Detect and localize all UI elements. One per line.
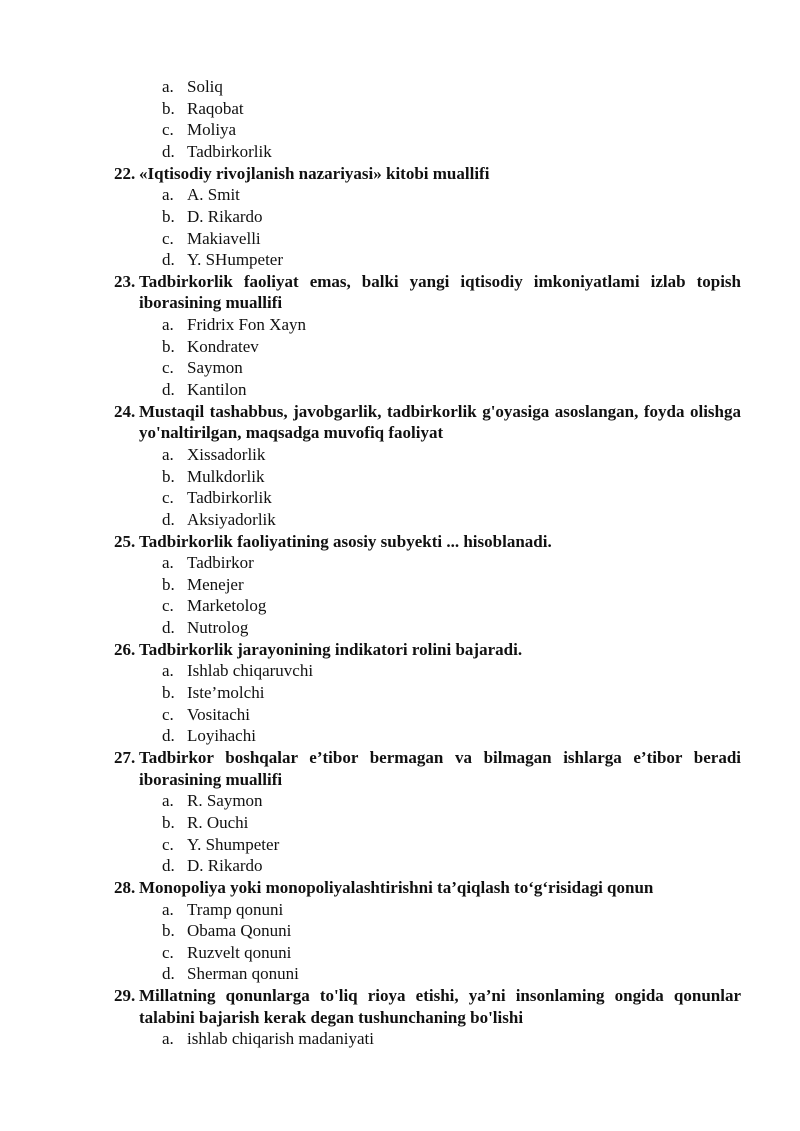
option-letter: b. xyxy=(162,574,175,594)
option-letter: d. xyxy=(162,856,175,876)
option-letter: c. xyxy=(162,228,174,248)
question-text: Millatning qonunlarga to'liq rioya etishi, ya’ni insonlaming ongida qonunlar talabini bajarish kerak degan tushunchaning bo'lishi xyxy=(139,986,741,1027)
option-text: Xissadorlik xyxy=(187,444,266,464)
question-text: Tadbirkor boshqalar e’tibor bermagan va bilmagan ishlarga e’tibor beradi iborasining muallifi xyxy=(139,747,741,789)
option-letter: d. xyxy=(162,509,175,529)
option-letter: d. xyxy=(162,141,175,161)
answer-option xyxy=(0,790,800,812)
question xyxy=(0,639,800,661)
option-text: Mulkdorlik xyxy=(187,466,265,486)
option-letter: a. xyxy=(162,899,174,919)
option-text: Fridrix Fon Xayn xyxy=(187,315,306,335)
answer-option xyxy=(0,574,800,596)
answer-option xyxy=(0,379,800,401)
question xyxy=(0,877,800,899)
answer-option xyxy=(0,76,800,98)
answer-option xyxy=(0,228,800,250)
option-text: Y. SHumpeter xyxy=(187,250,284,270)
option-text: Vositachi xyxy=(187,704,250,724)
question-number: 23. xyxy=(114,271,136,291)
option-text: Ishlab chiqaruvchi xyxy=(187,661,314,681)
answer-option xyxy=(0,963,800,985)
option-letter: a. xyxy=(162,185,174,205)
option-letter: d. xyxy=(162,618,175,638)
option-text: Marketolog xyxy=(187,596,267,616)
option-text: D. Rikardo xyxy=(187,856,263,876)
option-text: Tadbirkor xyxy=(187,553,254,573)
option-letter: a. xyxy=(162,553,174,573)
answer-option xyxy=(0,98,800,120)
option-text: Soliq xyxy=(187,77,223,96)
option-letter: a. xyxy=(162,1029,174,1049)
option-text: Ruzvelt qonuni xyxy=(187,942,292,962)
option-text: Y. Shumpeter xyxy=(187,834,280,854)
answer-option xyxy=(0,487,800,509)
option-letter: a. xyxy=(162,77,174,96)
answer-option xyxy=(0,184,800,206)
option-text: Nutrolog xyxy=(187,618,249,638)
question-list xyxy=(0,76,800,1050)
answer-option xyxy=(0,141,800,163)
answer-option xyxy=(0,682,800,704)
answer-option xyxy=(0,1028,800,1050)
option-text: ishlab chiqarish madaniyati xyxy=(187,1029,374,1049)
option-text: A. Smit xyxy=(187,185,240,205)
answer-option xyxy=(0,942,800,964)
option-letter: b. xyxy=(162,98,175,118)
option-letter: b. xyxy=(162,206,175,226)
answer-option xyxy=(0,509,800,531)
option-text: Makiavelli xyxy=(187,228,261,248)
question-text: Tadbirkorlik jarayonining indikatori rolini bajaradi. xyxy=(139,639,523,659)
option-text: Kondratev xyxy=(187,336,259,356)
question-number: 22. xyxy=(114,163,136,183)
answer-option xyxy=(0,812,800,834)
option-text: Tadbirkorlik xyxy=(187,488,272,508)
option-text: Menejer xyxy=(187,574,244,594)
answer-option xyxy=(0,206,800,228)
option-letter: d. xyxy=(162,964,175,984)
option-letter: a. xyxy=(162,661,174,681)
option-letter: b. xyxy=(162,336,175,356)
answer-option xyxy=(0,855,800,877)
question xyxy=(0,531,800,553)
question xyxy=(0,271,800,314)
option-text: Tadbirkorlik xyxy=(187,141,272,161)
answer-option xyxy=(0,660,800,682)
option-letter: a. xyxy=(162,444,174,464)
answer-option xyxy=(0,444,800,466)
question xyxy=(0,985,800,1028)
answer-option xyxy=(0,834,800,856)
question-number: 25. xyxy=(114,531,136,551)
question-text: Tadbirkorlik faoliyatining asosiy subyekti ... hisoblanadi. xyxy=(139,531,552,551)
option-letter: c. xyxy=(162,704,174,724)
option-text: Kantilon xyxy=(187,380,247,400)
answer-option xyxy=(0,119,800,141)
answer-option xyxy=(0,704,800,726)
answer-option xyxy=(0,899,800,921)
question-number: 26. xyxy=(114,639,136,659)
option-letter: c. xyxy=(162,358,174,378)
option-text: Obama Qonuni xyxy=(187,921,292,941)
option-letter: c. xyxy=(162,120,174,140)
answer-option xyxy=(0,920,800,942)
question-text: «Iqtisodiy rivojlanish nazariyasi» kitobi muallifi xyxy=(139,163,490,183)
option-letter: c. xyxy=(162,488,174,508)
answer-option xyxy=(0,357,800,379)
option-text: Sherman qonuni xyxy=(187,964,299,984)
question-text: Tadbirkorlik faoliyat emas, balki yangi iqtisodiy imkoniyatlami izlab topish iborasining muallifi xyxy=(139,271,741,313)
answer-option xyxy=(0,595,800,617)
question xyxy=(0,747,800,790)
answer-option xyxy=(0,466,800,488)
option-letter: c. xyxy=(162,834,174,854)
question-text: Mustaqil tashabbus, javobgarlik, tadbirkorlik g'oyasiga asoslangan, foyda olishga yo'naltirilgan, maqsadga muvofiq faoliyat xyxy=(139,401,741,443)
answer-option xyxy=(0,552,800,574)
option-letter: b. xyxy=(162,683,175,703)
option-text: Aksiyadorlik xyxy=(187,509,276,529)
option-letter: a. xyxy=(162,315,174,335)
question-number: 27. xyxy=(114,747,136,767)
option-letter: b. xyxy=(162,921,175,941)
option-text: Moliya xyxy=(187,120,237,140)
option-letter: d. xyxy=(162,726,175,746)
answer-option xyxy=(0,725,800,747)
option-letter: b. xyxy=(162,812,175,832)
answer-option xyxy=(0,617,800,639)
question xyxy=(0,401,800,444)
option-text: Raqobat xyxy=(187,98,244,118)
question-number: 24. xyxy=(114,401,136,421)
question-text: Monopoliya yoki monopoliyalashtirishni ta’qiqlash to‘g‘risidagi qonun xyxy=(139,877,654,897)
option-text: Loyihachi xyxy=(187,726,256,746)
option-letter: d. xyxy=(162,250,175,270)
option-text: D. Rikardo xyxy=(187,206,263,226)
option-letter: c. xyxy=(162,942,174,962)
answer-option xyxy=(0,249,800,271)
question-number: 28. xyxy=(114,877,136,897)
answer-option xyxy=(0,336,800,358)
option-text: Saymon xyxy=(187,358,243,378)
option-text: Iste’molchi xyxy=(187,683,265,703)
question xyxy=(0,163,800,185)
option-text: R. Ouchi xyxy=(187,812,249,832)
option-letter: a. xyxy=(162,791,174,811)
option-letter: b. xyxy=(162,466,175,486)
option-text: Tramp qonuni xyxy=(187,899,284,919)
option-letter: d. xyxy=(162,380,175,400)
option-letter: c. xyxy=(162,596,174,616)
option-text: R. Saymon xyxy=(187,791,263,811)
question-number: 29. xyxy=(114,986,136,1006)
answer-option xyxy=(0,314,800,336)
